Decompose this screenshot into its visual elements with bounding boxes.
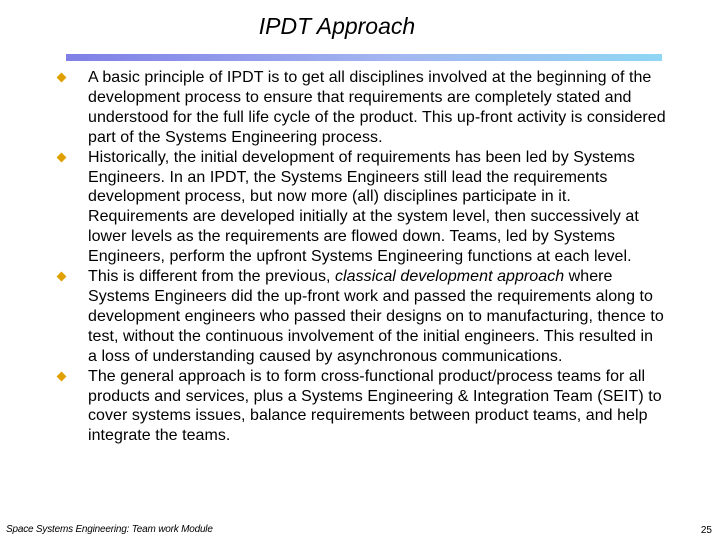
- bullet-text: A basic principle of IPDT is to get all disciplines involved at the beginning of the development process to ensure that requirements are completely stated and understood for the full life cycle of the product. This up-front activity is considered part of the Systems Engineering process.: [88, 69, 666, 146]
- diamond-bullet-icon: [57, 371, 67, 381]
- slide-title: IPDT Approach: [258, 13, 416, 39]
- diamond-bullet-icon: [57, 152, 67, 162]
- bullet-text: Historically, the initial development of requirements has been led by Systems Engineers. In an IPDT, the Systems Engineers still lead the requirements development process, but now more (all) disciplines participate in it. Requirements are developed initially at the system level, then successively at lower levels as the requirements are flowed down. Teams, led by Systems Engineers, perform the upfront Systems Engineering functions at each level.: [88, 148, 639, 266]
- diamond-bullet-icon: [57, 73, 67, 83]
- bullet-item: [56, 148, 666, 267]
- title-underline-bar: [66, 54, 662, 61]
- bullet-item: [56, 267, 666, 367]
- bullet-item: [56, 367, 666, 447]
- bullet-item: [56, 68, 666, 148]
- bullet-text-before: This is different from the previous,: [88, 268, 335, 286]
- bullet-emphasis: classical development approach: [335, 268, 565, 286]
- page-number: 25: [700, 525, 712, 536]
- diamond-bullet-icon: [57, 272, 67, 282]
- bullet-text-after: where Systems Engineers did the up-front work and passed the requirements along to development engineers who passed their designs on to manufacturing, thence to test, without the continuous involvement of the initial engineers. This resulted in a loss of understanding caused by asynchronous communications.: [88, 268, 664, 365]
- bullet-text: The general approach is to form cross-functional product/process teams for all products and services, plus a Systems Engineering & Integration Team (SEIT) to cover systems issues, balance requirements between product teams, and help integrate the teams.: [88, 367, 662, 445]
- bullet-list: [56, 68, 666, 446]
- footer-module-label: Space Systems Engineering: Team work Module: [6, 524, 213, 535]
